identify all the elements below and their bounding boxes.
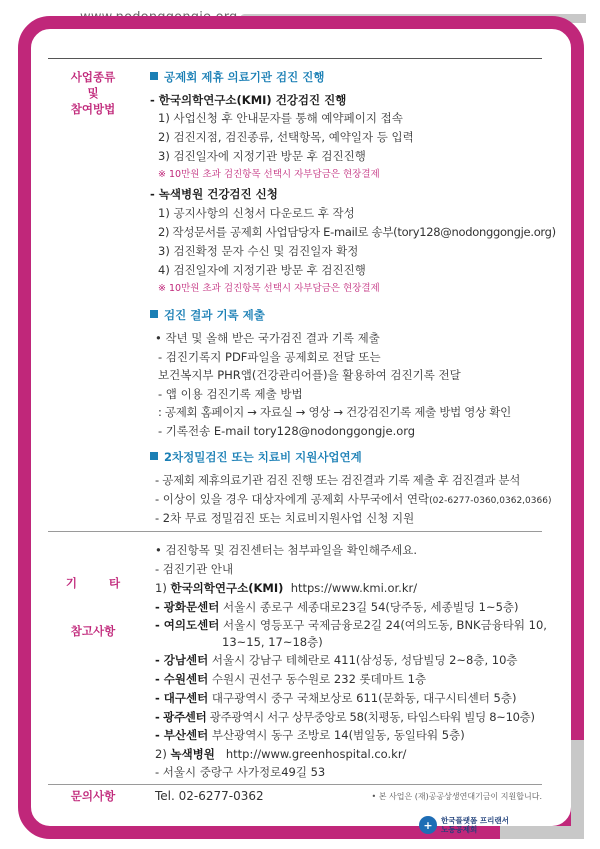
record-line-1: • 작년 및 올해 받은 국가검진 결과 기록 제출 [155,331,380,345]
square-bullet-icon [150,310,158,318]
second-line-1: - 공제회 제휴의료기관 검진 진행 또는 검진결과 기록 제출 후 검진결과 분석 [155,473,521,487]
green-step-3: 3) 검진확정 문자 수신 및 검진일자 확정 [158,244,359,258]
green-note: ※ 10만원 초과 검진항목 선택시 자부담금은 현장결제 [158,283,380,294]
green-step-1: 1) 공지사항의 신청서 다운로드 후 작성 [158,206,355,220]
heading-second-checkup: 2차정밀검진 또는 치료비 지원사업연계 [150,449,362,465]
green-url-link[interactable]: http://www.greenhospital.co.kr/ [225,747,407,761]
center-gangnam: - 강남센터 서울시 강남구 테헤란로 411(삼성동, 성담빌딩 2~8층, 10층 [155,653,518,667]
green-step-4: 4) 검진일자에 지정기관 방문 후 검진진행 [158,263,366,277]
kmi-note: ※ 10만원 초과 검진항목 선택시 자부담금은 현장결제 [158,169,380,180]
section-label-business: 사업종류 및 참여방법 [70,70,116,116]
section-divider [48,531,542,532]
frame-accent-bottom [500,826,584,839]
site-url[interactable]: www.nodonggongje.org [80,10,238,25]
green-address: - 서울시 중랑구 사가정로49길 53 [155,765,326,779]
support-note: • 본 사업은 (재)공공상생연대기금이 지원합니다. [371,792,542,801]
logo-line-2: 노동공제회 [441,825,478,834]
kmi-url-link[interactable]: https://www.kmi.or.kr/ [290,581,418,595]
kmi-step-2: 2) 검진지점, 검진종류, 선택항목, 예약일자 등 입력 [158,130,414,144]
record-line-6: - 기록전송 E-mail tory128@nodonggongje.org [158,424,416,438]
center-gwanghwamun: - 광화문센터 서울시 종로구 세종대로23길 54(당주동, 세종빌딩 1~5층) [155,600,519,614]
heading-partner-checkup: 공제회 제휴 의료기관 검진 진행 [150,69,324,85]
square-bullet-icon [150,72,158,80]
kmi-title: - 한국의학연구소(KMI) 건강검진 진행 [150,93,347,107]
section-label-other: 기 타 참고사항 [65,576,121,638]
square-bullet-icon [150,452,158,460]
section-divider [48,784,542,785]
second-line-3: - 2차 무료 정밀검진 또는 치료비지원사업 신청 지원 [155,511,415,525]
record-line-2: - 검진기록지 PDF파일을 공제회로 전달 또는 [158,350,381,364]
record-line-4: - 앱 이용 검진기록 제출 방법 [158,387,303,401]
center-suwon: - 수원센터 수원시 권선구 동수원로 232 롯데마트 1층 [155,672,427,686]
cross-logo-icon: + [419,816,437,834]
green-step-2: 2) 작성문서를 공제회 사업담당자 E-mail로 송부(tory128@nodonggongje.org) [158,225,556,239]
other-line-1: • 검진항목 및 검진센터는 첨부파일을 확인해주세요. [155,543,418,557]
inquiry-tel[interactable]: Tel. 02-6277-0362 [155,789,264,803]
top-rule [48,58,542,59]
frame-accent-right [571,740,584,826]
other-line-2: - 검진기관 안내 [155,562,234,576]
second-line-2: - 이상이 있을 경우 대상자에게 공제회 사무국에서 연락(02-6277-0360,0362,0366) [155,492,552,506]
kmi-link-line: 1) 한국의학연구소(KMI) https://www.kmi.or.kr/ [155,581,418,595]
heading-record-submit: 검진 결과 기록 제출 [150,307,265,323]
record-line-5: : 공제회 홈페이지 → 자료실 → 영상 → 건강검진기록 제출 방법 영상 확인 [158,405,511,419]
record-line-3: 보건복지부 PHR앱(건강관리어플)을 활용하여 검진기록 전달 [158,368,461,382]
kmi-step-3: 3) 검진일자에 지정기관 방문 후 검진진행 [158,149,366,163]
org-logo [419,816,509,834]
green-link-line: 2) 녹색병원 http://www.greenhospital.co.kr/ [155,747,407,761]
center-yeouido-cont: 13~15, 17~18층) [222,635,323,649]
center-yeouido: - 여의도센터 서울시 영등포구 국제금융로2길 24(여의도동, BNK금융타워 10, [155,618,547,632]
center-daegu: - 대구센터 대구광역시 중구 국채보상로 611(문화동, 대구시티센터 5층) [155,691,517,705]
logo-line-1: 한국플랫폼 프리랜서 [441,816,509,825]
green-title: - 녹색병원 건강검진 신청 [150,187,278,201]
kmi-step-1: 1) 사업신청 후 안내문자를 통해 예약페이지 접속 [158,111,403,125]
section-label-inquiry: 문의사항 [70,789,116,803]
center-gwangju: - 광주센터 광주광역시 서구 상무중앙로 58(치평동, 타임스타워 빌딩 8~10층) [155,710,535,724]
center-busan: - 부산센터 부산광역시 동구 조방로 14(범일동, 동일타워 5층) [155,728,465,742]
